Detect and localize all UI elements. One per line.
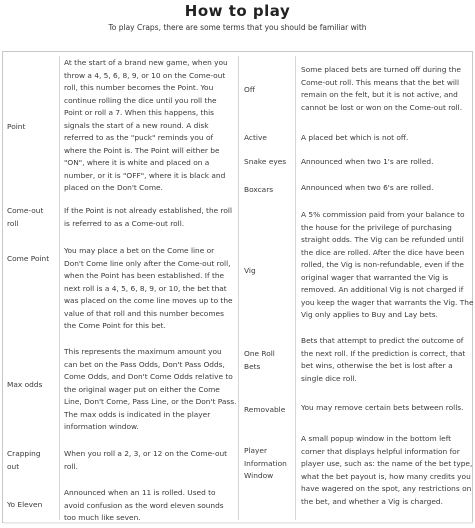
term-line: Window bbox=[244, 471, 274, 480]
definition-line: rolled, the Vig is non-refundable, even if the bbox=[301, 260, 464, 269]
term-line: Information bbox=[244, 458, 287, 468]
term-vig: Vig bbox=[244, 266, 256, 275]
page-title: How to play bbox=[184, 2, 291, 20]
definition-line: when the Point has been established. If the bbox=[64, 271, 225, 280]
definition-line: If the Point is not already established, the roll bbox=[64, 206, 233, 215]
definition-line: the house for the privilege of purchasing bbox=[301, 222, 452, 232]
definition-line: Come-out roll. This means that the bet will bbox=[301, 77, 460, 87]
definition-line: Announced when an 11 is rolled. Used to bbox=[64, 488, 216, 497]
definition-line: avoid confusion as the word eleven sounds bbox=[64, 500, 224, 510]
definition-line: "ON", where it is white and placed on a bbox=[64, 158, 210, 167]
definition-line: you keep the wager that warrants the Vig. The bbox=[301, 297, 474, 307]
definition-line: placed on the Don't Come. bbox=[64, 183, 163, 192]
definition-line: Point or roll a 7. When this happens, this bbox=[64, 108, 215, 117]
definition-line: You may remove certain bets between rolls. bbox=[301, 403, 464, 412]
definition-line: next roll is a 4, 5, 6, 8, 9, or 10, the bet that bbox=[64, 283, 227, 293]
definition-line: roll. bbox=[64, 461, 78, 471]
term-snake-eyes: Snake eyes bbox=[244, 157, 287, 166]
definition-line: can bet on the Pass Odds, Don't Pass Odds, bbox=[64, 359, 225, 369]
definition-off bbox=[301, 64, 462, 114]
definition-line: bet wins, otherwise the bet is lost after a bbox=[301, 361, 453, 370]
definition-line: value of that roll and this number becomes bbox=[64, 308, 224, 318]
definition-line: This represents the maximum amount you bbox=[64, 347, 222, 356]
term-come-out-roll bbox=[7, 205, 43, 230]
column-divider bbox=[59, 56, 60, 520]
page-subtitle: To play Craps, there are some terms that you should be familiar with bbox=[108, 23, 367, 32]
definition-line: signals the start of a new round. A disk bbox=[64, 120, 209, 130]
definition-active bbox=[301, 132, 408, 145]
term-come-point: Come Point bbox=[7, 254, 50, 263]
definition-line: remain on the felt, but it is not active, and bbox=[301, 90, 458, 99]
definition-line: removed. An additional Vig is not charged if bbox=[301, 285, 464, 294]
definition-line: the dice are rolled. After the dice have been bbox=[301, 247, 465, 257]
definition-line: is referred to as a Come-out roll. bbox=[64, 218, 185, 228]
definition-line: The max odds is indicated in the player bbox=[64, 409, 211, 419]
definition-line: referred to as the "puck" reminds you of bbox=[64, 133, 214, 142]
definition-line: have wagered on the spot, any restrictions on bbox=[301, 484, 472, 493]
term-boxcars: Boxcars bbox=[244, 185, 274, 194]
definition-line: number, or it is "OFF", where it is black and bbox=[64, 170, 226, 180]
definition-line: roll, this number becomes the Point. You bbox=[64, 83, 214, 92]
term-crapping-out bbox=[7, 448, 41, 473]
term-line: One Roll bbox=[244, 349, 275, 358]
definition-line: the bet, and whether a Vig is charged. bbox=[301, 496, 443, 506]
term-line: Bets bbox=[244, 361, 261, 371]
definition-line: straight odds. The Vig can be refunded until bbox=[301, 235, 464, 244]
definition-line: continue rolling the dice until you roll the bbox=[64, 95, 217, 105]
definition-boxcars bbox=[301, 182, 433, 195]
definition-point bbox=[64, 57, 228, 195]
definition-line: You may place a bet on the Come line or bbox=[64, 246, 215, 255]
term-line: Crapping bbox=[7, 449, 41, 458]
definition-line: A placed bet which is not off. bbox=[301, 133, 409, 142]
definition-removable bbox=[301, 402, 463, 415]
definition-player-information-window bbox=[301, 433, 472, 508]
column-divider bbox=[238, 56, 239, 520]
definition-line: throw a 4, 5, 6, 8, 9, or 10 on the Come-out bbox=[64, 70, 226, 80]
panel-shadow bbox=[4, 522, 473, 525]
term-line: Player bbox=[244, 446, 267, 455]
definition-come-out-roll bbox=[64, 205, 232, 230]
definition-line: cannot be lost or won on the Come-out roll. bbox=[301, 102, 463, 112]
definition-line: Announced when two 6's are rolled. bbox=[301, 183, 434, 192]
definition-line: A small popup window in the bottom left bbox=[301, 434, 452, 443]
term-off: Off bbox=[244, 85, 255, 94]
glossary-panel bbox=[2, 51, 473, 523]
definition-line: the next roll. If the prediction is correct, that bbox=[301, 348, 466, 358]
definition-line: single dice roll. bbox=[301, 373, 357, 383]
term-one-roll-bets bbox=[244, 348, 275, 373]
definition-yo-eleven bbox=[64, 487, 224, 525]
term-player-information-window bbox=[244, 445, 287, 483]
definition-line: Don't Come line only after the Come-out roll, bbox=[64, 258, 231, 268]
definition-line: information window. bbox=[64, 422, 139, 431]
term-yo-eleven: Yo Eleven bbox=[7, 500, 43, 509]
definition-line: When you roll a 2, 3, or 12 on the Come-out bbox=[64, 449, 228, 458]
term-point: Point bbox=[7, 122, 26, 131]
definition-one-roll-bets bbox=[301, 335, 465, 385]
definition-line: player use, such as: the name of the bet type, bbox=[301, 459, 473, 468]
definition-snake-eyes bbox=[301, 156, 433, 169]
term-line: roll bbox=[7, 218, 19, 228]
definition-come-point bbox=[64, 245, 233, 333]
definition-line: Come Odds, and Don't Come Odds relative to bbox=[64, 372, 233, 381]
definition-line: Vig only applies to Buy and Lay bets. bbox=[301, 310, 438, 319]
term-removable: Removable bbox=[244, 405, 286, 414]
term-active: Active bbox=[244, 133, 267, 142]
definition-line: the original wager put on either the Come bbox=[64, 384, 220, 394]
definition-line: the Come Point for this bet. bbox=[64, 321, 166, 330]
definition-line: original wager that warranted the Vig is bbox=[301, 272, 449, 282]
definition-line: At the start of a brand new game, when you bbox=[64, 58, 228, 67]
definition-line: Bets that attempt to predict the outcome of bbox=[301, 336, 464, 345]
definition-line: Announced when two 1's are rolled. bbox=[301, 157, 434, 166]
definition-vig bbox=[301, 209, 474, 322]
definition-line: was placed on the come line moves up to the bbox=[64, 296, 233, 305]
definition-line: A 5% commission paid from your balance to bbox=[301, 210, 465, 219]
definition-line: where the Point is. The Point will either be bbox=[64, 145, 220, 155]
definition-max-odds bbox=[64, 346, 236, 434]
definition-crapping-out bbox=[64, 448, 227, 473]
term-max-odds: Max odds bbox=[7, 380, 43, 389]
term-line: out bbox=[7, 461, 20, 471]
definition-line: Line, Don't Come, Pass Line, or the Don't Pass. bbox=[64, 397, 237, 406]
definition-line: what the bet payout is, how many credits you bbox=[301, 471, 471, 481]
term-line: Come-out bbox=[7, 206, 44, 215]
column-divider bbox=[295, 56, 296, 520]
definition-line: Some placed bets are turned off during the bbox=[301, 65, 461, 74]
definition-line: corner that displays helpful information for bbox=[301, 446, 460, 456]
definition-line: too much like seven. bbox=[64, 513, 141, 522]
